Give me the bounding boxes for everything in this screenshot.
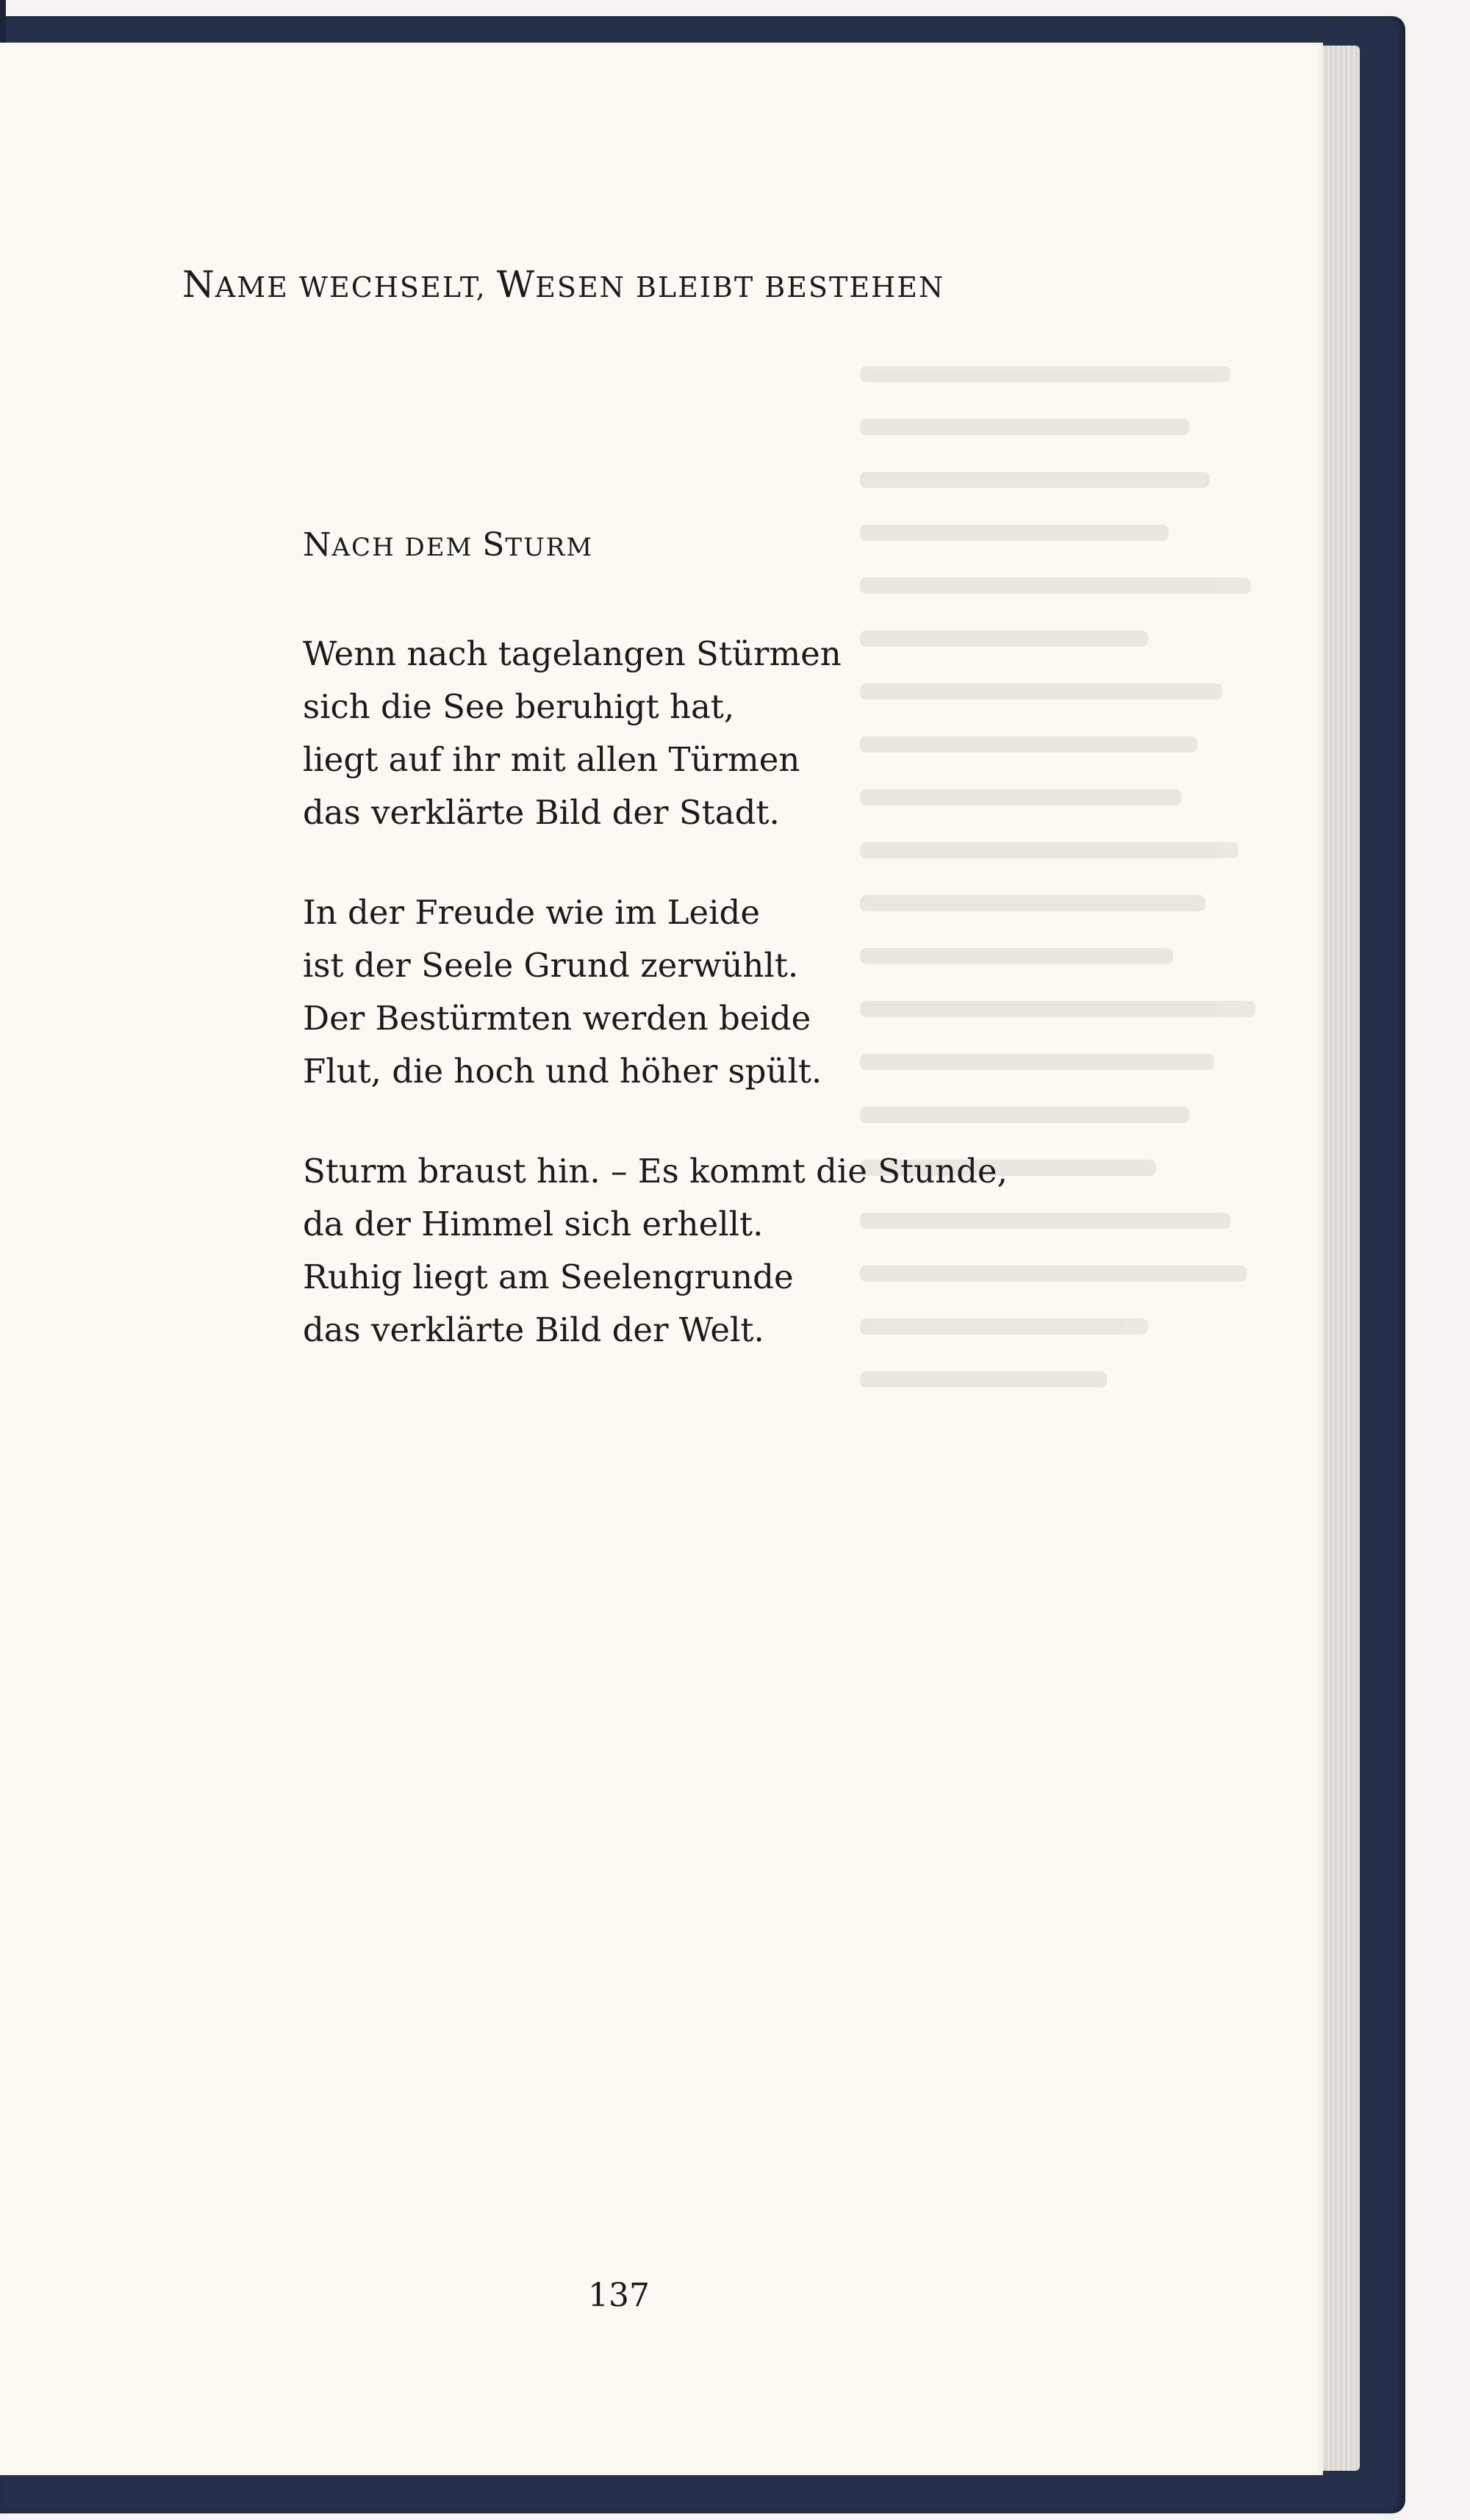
poem-line: Ruhig liegt am Seelengrunde [303,1257,794,1296]
stanza [303,628,842,839]
show-through [860,366,1272,1615]
running-head-part: W [496,263,536,306]
running-head-part: AME WECHSELT, [215,271,497,304]
poem-line: liegt auf ihr mit allen Türmen [303,740,800,779]
poem-line: Sturm braust hin. – Es kommt die Stunde, [303,1152,1008,1191]
book-page [0,43,1323,2475]
poem-title-part: S [482,526,506,564]
poem-title-part: N [303,526,332,564]
running-head-part: N [182,263,215,306]
stanza [303,886,822,1098]
poem-line: Der Bestürmten werden beide [303,999,811,1038]
poem-title [303,526,593,564]
running-head [182,263,944,306]
poem-line: das verklärte Bild der Welt. [303,1310,764,1349]
running-head-part: ESEN BLEIBT BESTEHEN [535,271,945,304]
poem-line: Flut, die hoch und höher spült. [303,1052,822,1091]
stanza [303,1145,1008,1357]
poem-title-part: TURM [505,533,594,562]
poem-title-part: ACH DEM [331,533,483,562]
poem-line: das verklärte Bild der Stadt. [303,793,780,832]
poem-line: Wenn nach tagelangen Stürmen [303,634,842,673]
poem-line: In der Freude wie im Leide [303,893,760,932]
poem-line: sich die See beruhigt hat, [303,687,735,726]
poem-line: ist der Seele Grund zerwühlt. [303,946,799,985]
page-number: 137 [588,2277,650,2314]
poem-line: da der Himmel sich erhellt. [303,1205,764,1243]
